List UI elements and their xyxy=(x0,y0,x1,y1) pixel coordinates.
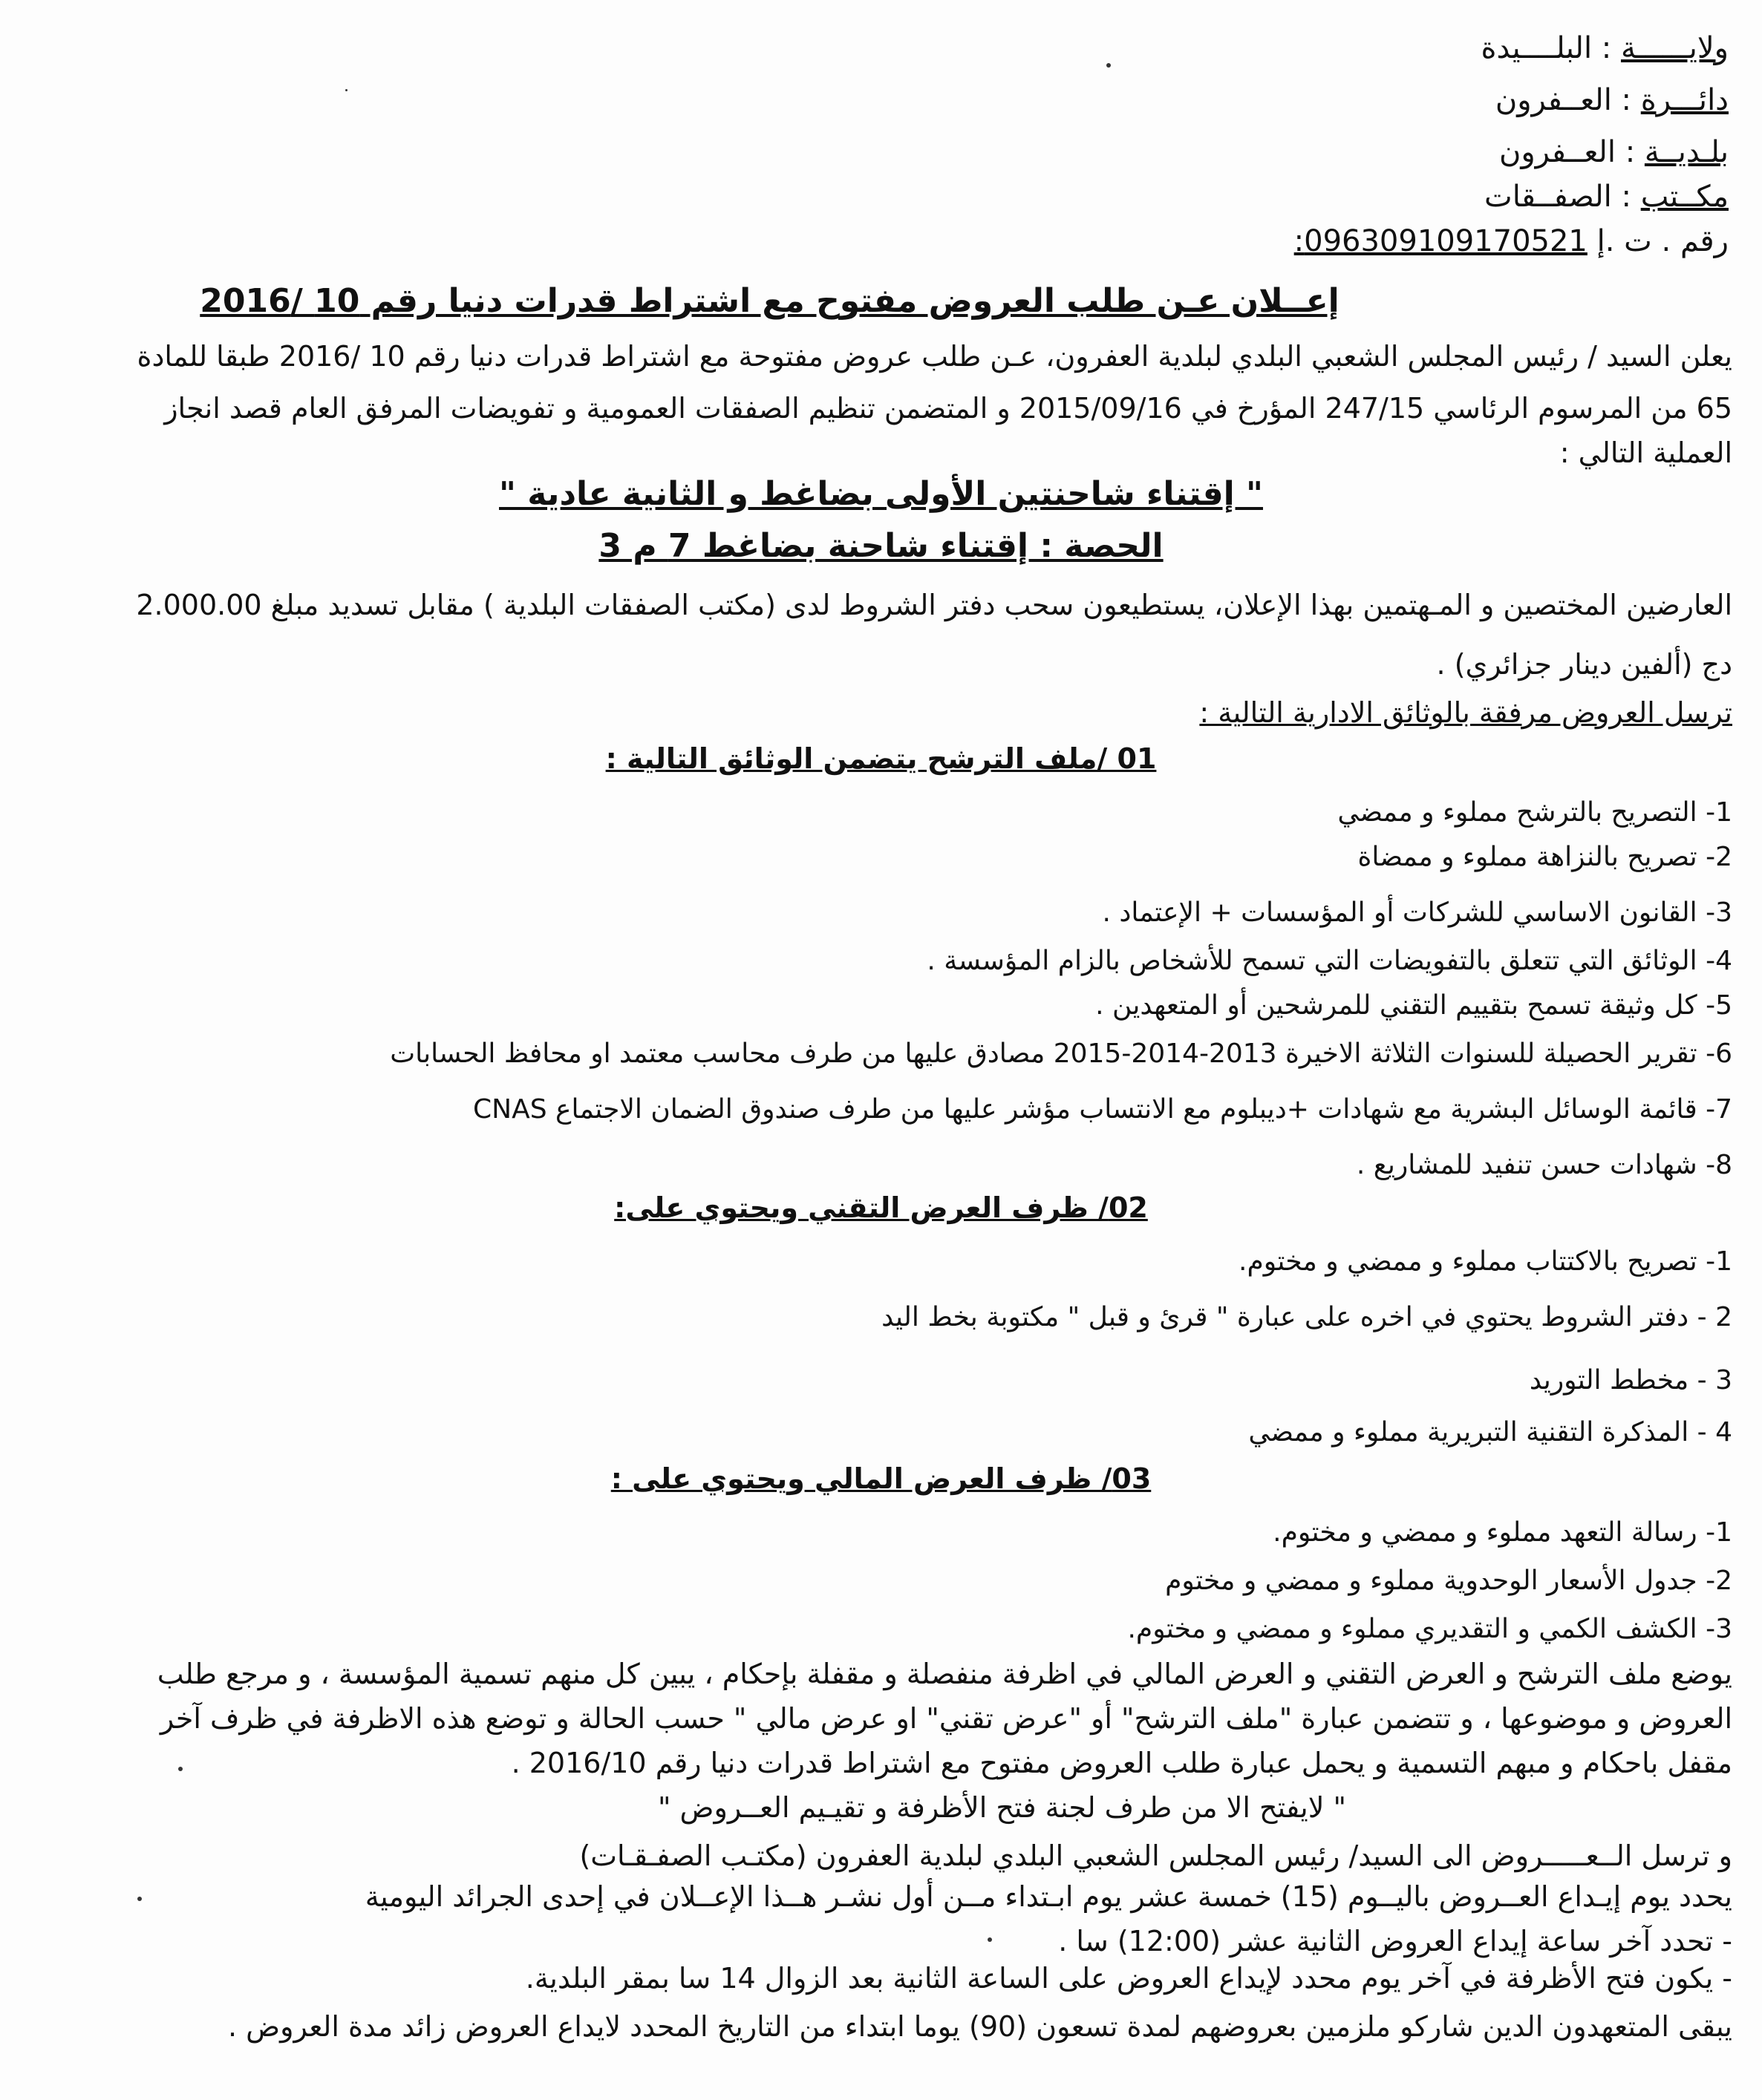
closing-line-5: و ترسل الــعـــــروض الى السيد/ رئيس المجلس الشعبي البلدي لبلدية العفرون (مكتـب الصفـقـات) xyxy=(579,1839,1732,1872)
header-daira: دائـــرة : العــفرون xyxy=(1495,83,1729,117)
closing-line-9: يبقى المتعهدون الدين شاركو ملزمين بعروضهم لمدة تسعون (90) يوما ابتداء من التاريخ المحدد لايداع العروض زائد مدة العروض . xyxy=(228,2010,1732,2043)
section-2-item-3: 3 - مخطط التوريد xyxy=(1529,1365,1732,1396)
section-1-item-2: 2- تصريح بالنزاهة مملوء و ممضاة xyxy=(1357,842,1732,872)
daira-label: دائـــرة xyxy=(1640,83,1729,117)
section-3-item-3: 3- الكشف الكمي و التقديري مملوء و ممضي و مختوم. xyxy=(1127,1614,1732,1644)
scan-speck xyxy=(988,1937,992,1942)
header-office: مكــتب : الصفــقات xyxy=(1484,180,1729,214)
scan-speck xyxy=(178,1767,183,1771)
office-value: الصفــقات xyxy=(1484,180,1612,214)
scan-speck xyxy=(345,89,347,91)
section-1-title: 01 /ملف الترشح يتضمن الوثائق التالية : xyxy=(605,742,1157,775)
page-title xyxy=(0,282,1762,320)
intro-line-1: يعلن السيد / رئيس المجلس الشعبي البلدي لبلدية العفرون، عـن طلب عروض مفتوحة مع اشتراط قدرات دنيا رقم 10 /2016 طبقا للمادة xyxy=(137,340,1732,373)
wilaya-value: البلــــيدة xyxy=(1481,31,1593,65)
section-1-item-7: 7- قائمة الوسائل البشرية مع شهادات +ديبلوم مع الانتساب مؤشر عليها من طرف صندوق الضمان الاجتماع CNAS xyxy=(473,1094,1732,1125)
docs-intro: ترسل العروض مرفقة بالوثائق الادارية التالية : xyxy=(1199,696,1732,729)
closing-line-4: " لايفتح الا من طرف لجنة فتح الأظرفة و تقيـيم العــروض " xyxy=(658,1791,1346,1824)
section-1-item-8: 8- شهادات حسن تنفيد للمشاريع . xyxy=(1356,1150,1732,1180)
baladiya-label: بلـديــة xyxy=(1644,135,1729,169)
tax-value: 096309109170521: xyxy=(1293,224,1588,258)
scan-speck xyxy=(137,1897,142,1901)
scan-speck xyxy=(1106,63,1111,68)
bidders-line-2: دج (ألفين دينار جزائري) . xyxy=(1436,648,1732,681)
baladiya-value: العــفرون xyxy=(1498,135,1616,169)
lot-title: الحصة : إقتناء شاحنة بضاغط 7 م 3 xyxy=(598,527,1164,565)
section-3-title: 03/ ظرف العرض المالي ويحتوي على : xyxy=(610,1462,1152,1495)
section-2-title: 02/ ظرف العرض التقني ويحتوي على: xyxy=(614,1191,1148,1224)
section-2-item-1: 1- تصريح بالاكتتاب مملوء و ممضي و مختوم. xyxy=(1239,1246,1732,1277)
section-3-item-1: 1- رسالة التعهد مملوء و ممضي و مختوم. xyxy=(1273,1517,1732,1548)
page-title-text: إعــلان عـن طلب العروض مفتوح مع اشتراط قدرات دنيا رقم 10 /2016 xyxy=(200,282,1340,320)
intro-line-2: 65 من المرسوم الرئاسي 247/15 المؤرخ في 2015/09/16 و المتضمن تنظيم الصفقات العمومية و تفويضات المرفق العام قصد انجاز xyxy=(164,392,1732,425)
wilaya-label: ولايــــــة xyxy=(1620,31,1729,65)
section-1-item-5: 5- كل وثيقة تسمح بتقييم التقني للمرشحين أو المتعهدين . xyxy=(1095,990,1732,1021)
section-3-item-2: 2- جدول الأسعار الوحدوية مملوء و ممضي و مختوم xyxy=(1165,1566,1732,1596)
daira-value: العــفرون xyxy=(1495,83,1612,117)
bidders-line-1: العارضين المختصين و المـهتمين بهذا الإعلان، يستطيعون سحب دفتر الشروط لدى (مكتب الصفقات البلدية ) مقابل تسديد مبلغ 2.000.00 xyxy=(136,589,1732,621)
header-tax-number xyxy=(1294,219,1729,264)
section-1-item-4: 4- الوثائق التي تتعلق بالتفويضات التي تسمح للأشخاص بالزام المؤسسة . xyxy=(927,946,1732,976)
closing-line-1: يوضع ملف الترشح و العرض التقني و العرض المالي في اظرفة منفصلة و مقفلة بإحكام ، يبين كل منهم تسمية المؤسسة ، و مرجع طلب xyxy=(157,1658,1732,1690)
header-wilaya: ولايــــــة : البلــــيدة xyxy=(1481,31,1729,65)
closing-line-2: العروض و موضوعها ، و تتضمن عبارة "ملف الترشح" أو "عرض تقني" او عرض مالي " حسب الحالة و توضع هذه الاظرفة في ظرف آخر xyxy=(160,1702,1732,1735)
operation-title: " إقتناء شاحنتين الأولى بضاغط و الثانية عادية " xyxy=(499,475,1263,513)
section-1-item-6: 6- تقرير الحصيلة للسنوات الثلاثة الاخيرة 2013-2014-2015 مصادق عليها من طرف محاسب معتمد او محافظ الحسابات xyxy=(390,1038,1732,1069)
intro-line-3: العملية التالي : xyxy=(1559,436,1732,469)
office-label: مكــتب xyxy=(1640,180,1729,214)
closing-line-6: يحدد يوم إيـداع العــروض باليــوم (15) خمسة عشر يوم ابـتداء مــن أول نشـر هــذا الإعــلان في إحدى الجرائد اليومية xyxy=(365,1880,1732,1913)
header-baladiya: بلـديــة : العــفرون xyxy=(1498,135,1729,169)
closing-line-7: - تحدد آخر ساعة إيداع العروض الثانية عشر (12:00) سا . xyxy=(1058,1925,1732,1957)
section-2-item-2: 2 - دفتر الشروط يحتوي في اخره على عبارة " قرئ و قبل " مكتوبة بخط اليد xyxy=(881,1302,1732,1332)
closing-line-8: - يكون فتح الأظرفة في آخر يوم محدد لإيداع العروض على الساعة الثانية بعد الزوال 14 سا بمقر البلدية. xyxy=(525,1962,1732,1995)
section-1-item-3: 3- القانون الاساسي للشركات أو المؤسسات + الإعتماد . xyxy=(1102,897,1732,928)
section-2-item-4: 4 - المذكرة التقنية التبريرية مملوء و ممضي xyxy=(1248,1417,1732,1448)
tax-label: رقم . ت .إ xyxy=(1596,224,1729,258)
section-1-item-1: 1- التصريح بالترشح مملوء و ممضي xyxy=(1337,797,1732,828)
closing-line-3: مقفل باحكام و مبهم التسمية و يحمل عبارة طلب العروض مفتوح مع اشتراط قدرات دنيا رقم 2016/10 . xyxy=(511,1747,1732,1779)
